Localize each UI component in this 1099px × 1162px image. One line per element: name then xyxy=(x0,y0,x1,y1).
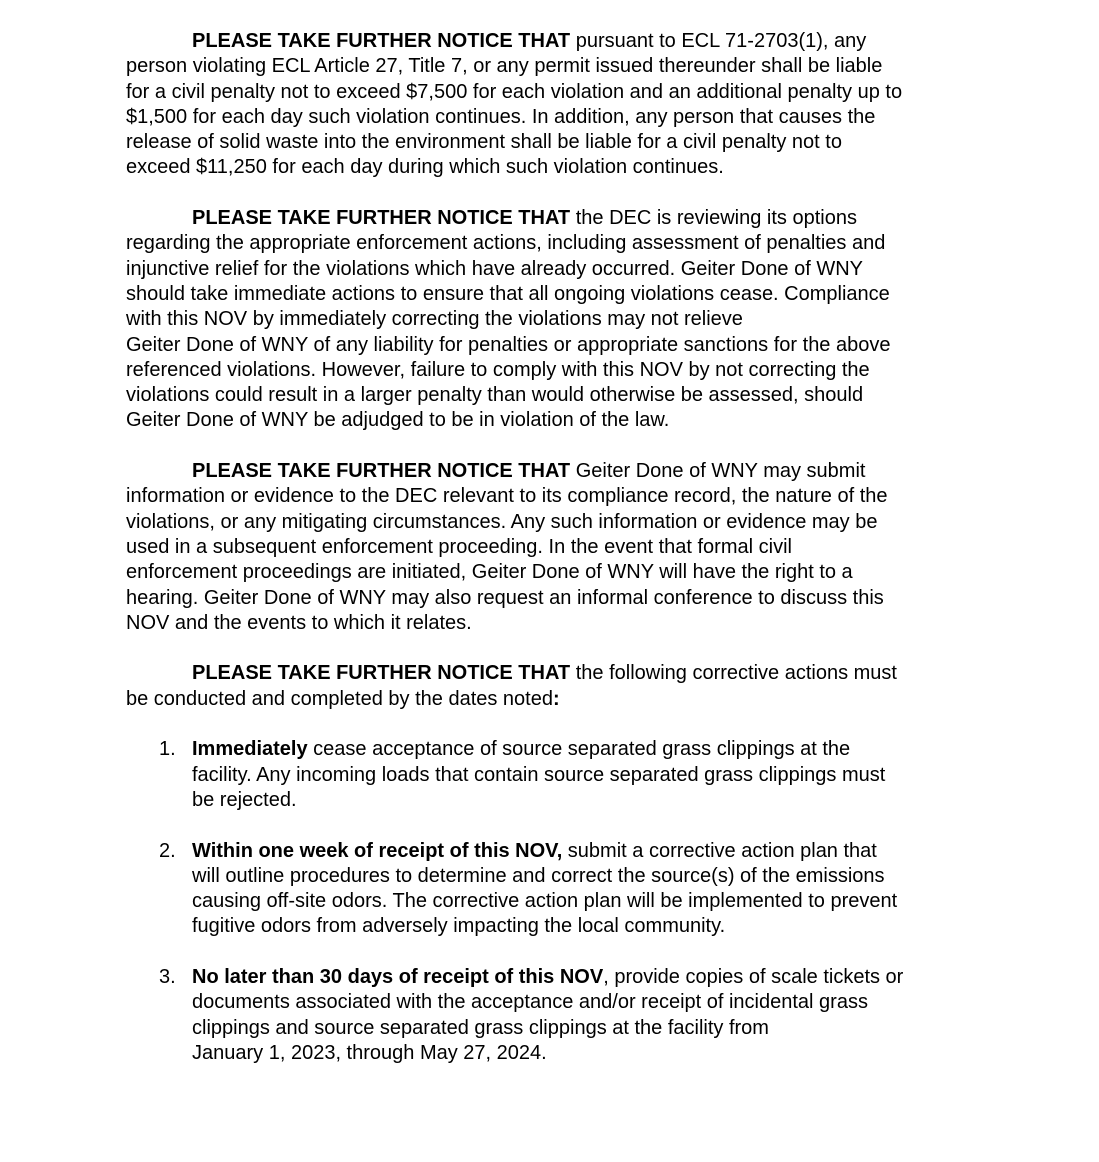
list-item xyxy=(126,737,1006,813)
notice-paragraph-submission xyxy=(126,459,1006,636)
list-line: facility. Any incoming loads that contain source separated grass clippings must xyxy=(192,763,886,786)
paragraph-line: $1,500 for each day such violation continues. In addition, any person that causes the xyxy=(126,105,876,128)
action-deadline: Immediately xyxy=(192,738,308,761)
trailing-colon: : xyxy=(552,687,560,710)
paragraph-line: for a civil penalty not to exceed $7,500 for each violation and an additional penalty up to xyxy=(126,80,903,103)
notice-lead: PLEASE TAKE FURTHER NOTICE THAT xyxy=(192,30,571,52)
list-line xyxy=(192,839,1006,864)
notice-paragraph-enforcement xyxy=(126,206,1006,434)
paragraph-line: violations could result in a larger penalty than would otherwise be assessed, should xyxy=(126,384,864,407)
list-line: clippings and source separated grass clippings at the facility from xyxy=(192,1016,769,1039)
paragraph-line: violations, or any mitigating circumstances. Any such information or evidence may be xyxy=(126,510,878,533)
paragraph-line: release of solid waste into the environment shall be liable for a civil penalty not to xyxy=(126,131,842,154)
list-line xyxy=(192,737,1006,762)
notice-paragraph-corrective-actions xyxy=(126,661,1006,712)
paragraph-line: with this NOV by immediately correcting the violations may not relieve xyxy=(126,308,743,331)
action-text: , provide copies of scale tickets or xyxy=(603,965,904,988)
list-line: documents associated with the acceptance and/or receipt of incidental grass xyxy=(192,991,868,1014)
action-text: cease acceptance of source separated grass clippings at the xyxy=(307,738,851,761)
paragraph-line: exceed $11,250 for each day during which such violation continues. xyxy=(126,156,724,179)
paragraph-line: hearing. Geiter Done of WNY may also request an informal conference to discuss this xyxy=(126,586,884,609)
paragraph-text: the following corrective actions must xyxy=(570,662,897,685)
list-item xyxy=(126,965,1006,1066)
paragraph-line: injunctive relief for the violations which have already occurred. Geiter Done of WNY xyxy=(126,257,864,280)
paragraph-text: pursuant to ECL 71-2703(1), any xyxy=(570,30,867,52)
list-number: 3. xyxy=(159,965,176,988)
notice-lead: PLEASE TAKE FURTHER NOTICE THAT xyxy=(192,460,571,483)
paragraph-text: Geiter Done of WNY may submit xyxy=(570,460,866,483)
list-item xyxy=(126,839,1006,940)
document-page xyxy=(126,29,1006,1091)
list-line xyxy=(192,965,1006,990)
list-number: 1. xyxy=(159,738,176,761)
action-deadline: No later than 30 days of receipt of this NOV xyxy=(192,965,604,988)
list-line: fugitive odors from adversely impacting the local community. xyxy=(192,915,726,938)
paragraph-line: NOV and the events to which it relates. xyxy=(126,611,472,634)
paragraph-line: regarding the appropriate enforcement actions, including assessment of penalties and xyxy=(126,232,886,255)
paragraph-line: enforcement proceedings are initiated, Geiter Done of WNY will have the right to a xyxy=(126,561,853,584)
list-number: 2. xyxy=(159,839,176,862)
list-line: January 1, 2023, through May 27, 2024. xyxy=(192,1041,547,1064)
list-line: be rejected. xyxy=(192,788,297,811)
paragraph-line: should take immediate actions to ensure that all ongoing violations cease. Compliance xyxy=(126,282,890,305)
notice-lead: PLEASE TAKE FURTHER NOTICE THAT xyxy=(192,207,571,230)
paragraph-line xyxy=(126,29,1006,54)
paragraph-line xyxy=(126,206,1006,231)
paragraph-text: be conducted and completed by the dates noted xyxy=(126,687,553,710)
list-line: will outline procedures to determine and correct the source(s) of the emissions xyxy=(192,864,885,887)
notice-paragraph-penalties xyxy=(126,29,1006,181)
action-text: submit a corrective action plan that xyxy=(562,839,877,862)
paragraph-line: Geiter Done of WNY be adjudged to be in violation of the law. xyxy=(126,409,670,432)
paragraph-line xyxy=(126,459,1006,484)
corrective-action-list xyxy=(126,737,1006,1066)
paragraph-line: used in a subsequent enforcement proceeding. In the event that formal civil xyxy=(126,535,792,558)
list-line: causing off-site odors. The corrective action plan will be implemented to prevent xyxy=(192,890,898,913)
paragraph-line: person violating ECL Article 27, Title 7, or any permit issued thereunder shall be liable xyxy=(126,55,883,78)
paragraph-line xyxy=(126,687,1006,712)
paragraph-line: Geiter Done of WNY of any liability for penalties or appropriate sanctions for the above xyxy=(126,333,891,356)
paragraph-text: the DEC is reviewing its options xyxy=(570,207,857,230)
paragraph-line: referenced violations. However, failure to comply with this NOV by not correcting the xyxy=(126,358,870,381)
paragraph-line xyxy=(126,661,1006,686)
paragraph-line: information or evidence to the DEC relevant to its compliance record, the nature of the xyxy=(126,485,888,508)
notice-lead: PLEASE TAKE FURTHER NOTICE THAT xyxy=(192,662,571,685)
action-deadline: Within one week of receipt of this NOV, xyxy=(192,839,563,862)
